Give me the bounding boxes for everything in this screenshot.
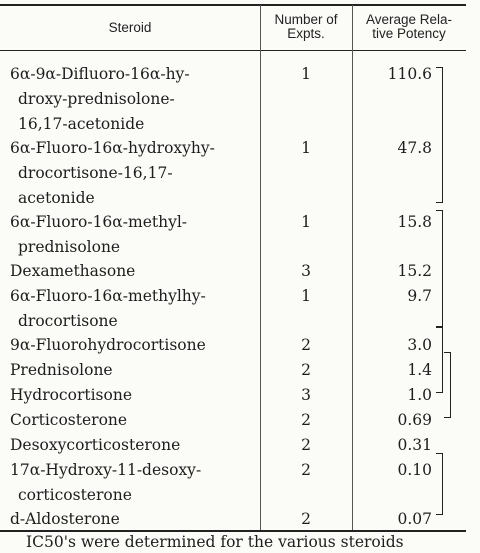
grouping-bracket xyxy=(436,210,443,327)
steroid-name-line: 17α-Hydroxy-11-desoxy- xyxy=(10,461,202,479)
relative-potency: 0.69 xyxy=(397,411,432,429)
table-header-rule xyxy=(0,50,466,51)
steroid-name-line: 6α-Fluoro-16α-methylhy- xyxy=(10,287,206,305)
expts-count: 2 xyxy=(301,436,311,454)
relative-potency: 47.8 xyxy=(397,139,432,157)
header-average-relative-potency xyxy=(352,13,466,41)
steroid-name-line: Dexamethasone xyxy=(10,262,136,280)
grouping-bracket xyxy=(444,352,451,418)
grouping-bracket xyxy=(436,327,443,393)
steroid-name xyxy=(10,433,260,458)
steroid-name-line: 6α-Fluoro-16α-hydroxyhy- xyxy=(10,139,215,157)
steroid-name-line: drocortisone xyxy=(18,312,118,330)
steroid-name xyxy=(10,333,260,358)
steroid-name xyxy=(10,210,260,260)
grouping-bracket xyxy=(436,67,443,203)
steroid-name-line: droxy-prednisolone- xyxy=(18,90,175,108)
expts-count: 1 xyxy=(301,65,311,83)
steroid-name-line: Prednisolone xyxy=(10,361,113,379)
header-number-of-expts xyxy=(260,13,352,41)
steroid-name-line: 16,17-acetonide xyxy=(18,115,145,133)
relative-potency: 0.31 xyxy=(397,436,432,454)
steroid-name xyxy=(10,136,260,211)
relative-potency: 9.7 xyxy=(407,287,432,305)
steroid-name-line: Corticosterone xyxy=(10,411,128,429)
expts-count: 1 xyxy=(301,139,311,157)
expts-count: 1 xyxy=(301,287,311,305)
grouping-bracket xyxy=(436,453,443,515)
footnote-text: IC50's were determined for the various steroids xyxy=(26,533,404,551)
steroid-name-line: acetonide xyxy=(18,189,95,207)
relative-potency: 1.4 xyxy=(407,361,432,379)
steroid-name xyxy=(10,408,260,433)
header-steroid: Steroid xyxy=(108,20,152,35)
relative-potency: 1.0 xyxy=(407,386,432,404)
expts-count: 2 xyxy=(301,461,311,479)
steroid-name-line: prednisolone xyxy=(18,238,121,256)
steroid-name-line: 6α-Fluoro-16α-methyl- xyxy=(10,213,188,231)
steroid-name xyxy=(10,259,260,284)
header-potency-line2: tive Potency xyxy=(372,26,446,41)
expts-count: 2 xyxy=(301,336,311,354)
steroid-name xyxy=(10,383,260,408)
table-top-rule xyxy=(0,4,466,6)
header-number-line1: Number of xyxy=(274,12,338,27)
expts-count: 1 xyxy=(301,213,311,231)
expts-count: 2 xyxy=(301,510,311,528)
relative-potency: 3.0 xyxy=(407,336,432,354)
steroid-name-line: 9α-Fluorohydrocortisone xyxy=(10,336,206,354)
relative-potency: 0.07 xyxy=(397,510,432,528)
relative-potency: 15.8 xyxy=(397,213,432,231)
relative-potency: 110.6 xyxy=(387,65,432,83)
steroid-name-line: d-Aldosterone xyxy=(10,510,120,528)
steroid-name-line: drocortisone-16,17- xyxy=(18,164,173,182)
steroid-name xyxy=(10,458,260,508)
expts-count: 2 xyxy=(301,411,311,429)
steroid-name xyxy=(10,507,260,532)
expts-count: 3 xyxy=(301,386,311,404)
header-potency-line1: Average Rela- xyxy=(365,12,453,27)
steroid-name-line: Desoxycorticosterone xyxy=(10,436,181,454)
header-number-line2: Expts. xyxy=(287,26,325,41)
steroid-name xyxy=(10,284,260,334)
steroid-name-line: Hydrocortisone xyxy=(10,386,132,404)
relative-potency: 0.10 xyxy=(397,461,432,479)
relative-potency: 15.2 xyxy=(397,262,432,280)
steroid-name xyxy=(10,62,260,137)
expts-count: 3 xyxy=(301,262,311,280)
steroid-name-line: corticosterone xyxy=(18,486,132,504)
expts-count: 2 xyxy=(301,361,311,379)
steroid-name-line: 6α-9α-Difluoro-16α-hy- xyxy=(10,65,190,83)
steroid-name xyxy=(10,358,260,383)
